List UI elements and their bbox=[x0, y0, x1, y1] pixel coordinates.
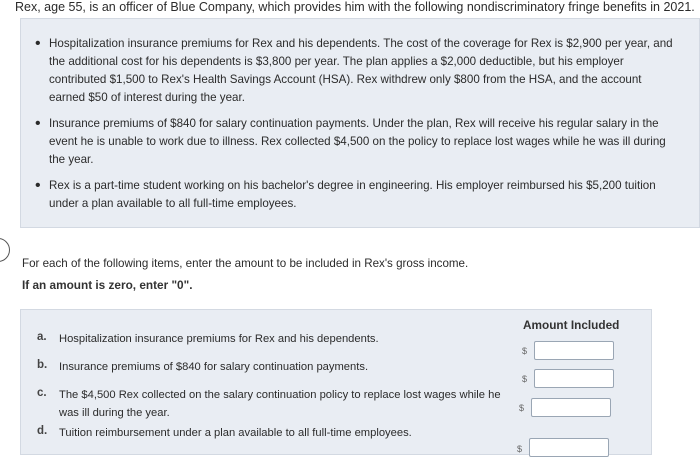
amount-input-d[interactable] bbox=[529, 438, 609, 457]
row-label: Hospitalization insurance premiums for Rex and his dependents. bbox=[59, 333, 379, 345]
fact-text: Insurance premiums of $840 for salary continuation payments. Under the plan, Rex will receive his regular salary in the event he is unable to work due to illness. Rex collected $4,500 on the policy to replace lost wages while he was ill during the year. bbox=[49, 117, 666, 166]
bullet-icon: • bbox=[35, 35, 41, 52]
row-letter: a. bbox=[37, 331, 47, 343]
dollar-sign: $ bbox=[519, 403, 525, 413]
dollar-sign: $ bbox=[517, 444, 523, 454]
amount-input-b[interactable] bbox=[534, 369, 614, 388]
instructions: For each of the following items, enter the amount to be included in Rex's gross income. bbox=[22, 257, 469, 270]
row-label: The $4,500 Rex collected on the salary continuation policy to replace lost wages while he was ill during the year. bbox=[59, 389, 501, 419]
dollar-sign: $ bbox=[522, 374, 528, 384]
fact-text: Rex is a part-time student working on his bachelor's degree in engineering. His employer reimbursed his $5,200 tuition under a plan available to all full-time employees. bbox=[49, 179, 656, 210]
row-letter: c. bbox=[37, 387, 47, 399]
answer-table bbox=[20, 309, 652, 455]
amount-input-c[interactable] bbox=[531, 398, 611, 417]
facts-panel bbox=[20, 18, 700, 228]
bullet-icon: • bbox=[35, 115, 41, 132]
row-label: Insurance premiums of $840 for salary continuation payments. bbox=[59, 361, 369, 373]
question-marker-icon bbox=[0, 238, 10, 262]
zero-note: If an amount is zero, enter "0". bbox=[22, 278, 193, 292]
row-letter: d. bbox=[37, 425, 48, 437]
row-letter: b. bbox=[37, 359, 48, 371]
dollar-sign: $ bbox=[522, 346, 528, 356]
problem-intro: Rex, age 55, is an officer of Blue Company, which provides him with the following nondiscriminatory fringe benefits in 2021. bbox=[15, 0, 695, 14]
column-header-amount-included: Amount Included bbox=[523, 318, 620, 332]
bullet-icon: • bbox=[35, 177, 41, 194]
fact-text: Hospitalization insurance premiums for Rex and his dependents. The cost of the coverage for Rex is $2,900 per year, and the additional cost for his dependents is $3,800 per year. The plan applies a $2,000 deductible, but his employer contributed $1,500 to Rex's Health Savings Account (HSA). Rex withdrew only $800 from the HSA, and the account earned $50 of interest during the year. bbox=[49, 37, 673, 104]
amount-input-a[interactable] bbox=[534, 341, 614, 360]
row-label: Tuition reimbursement under a plan available to all full-time employees. bbox=[59, 427, 412, 439]
